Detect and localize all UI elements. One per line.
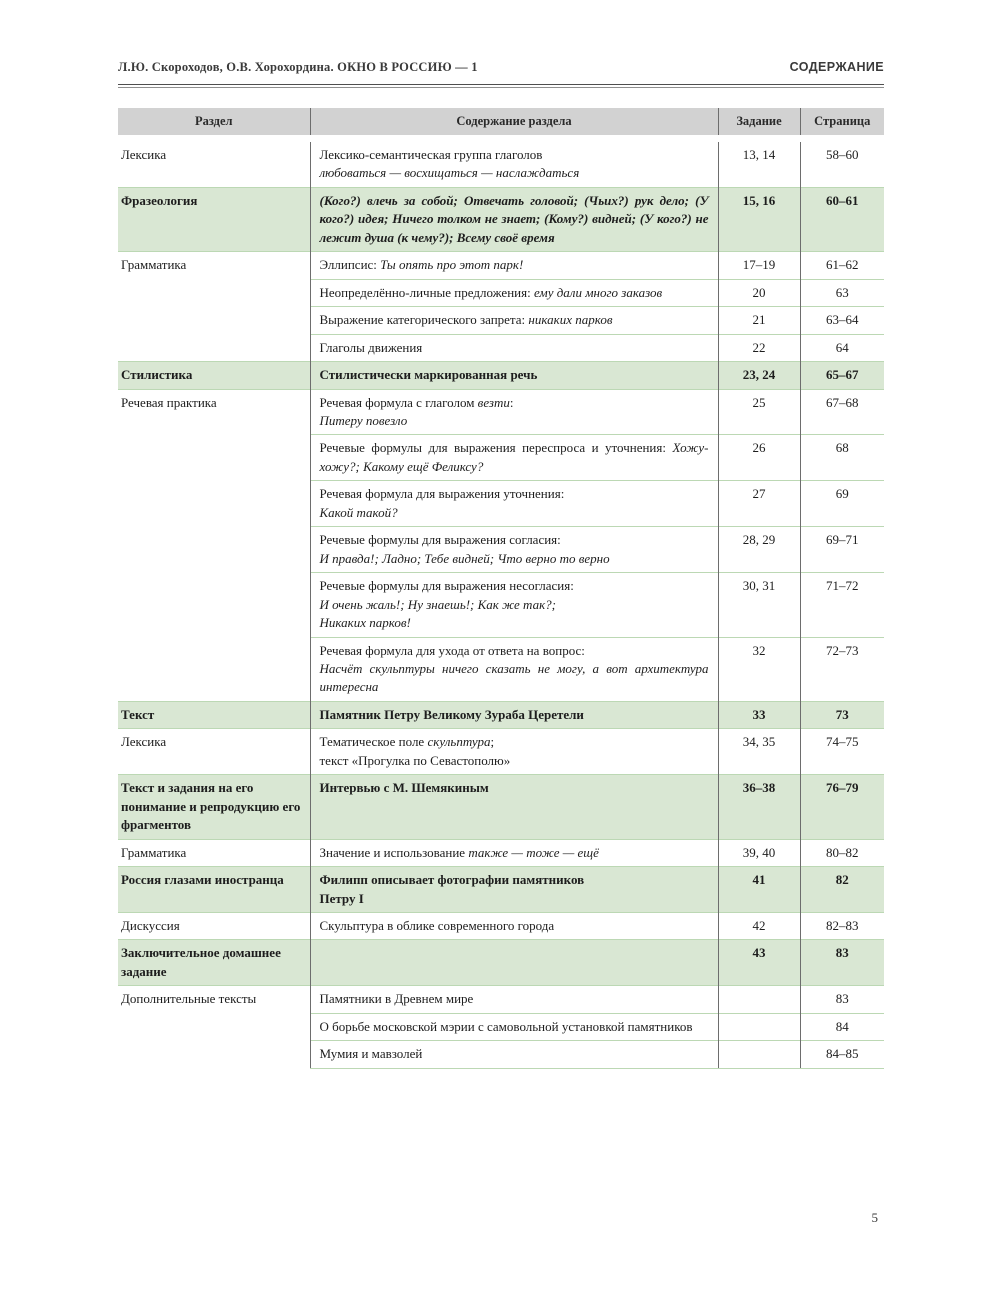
content-cell bbox=[310, 1041, 718, 1068]
content-text: Памятник Петру Великому Зураба Церетели bbox=[319, 706, 584, 722]
content-text: Памятники в Древнем мире bbox=[319, 991, 474, 1007]
content-example-text: везти bbox=[477, 394, 510, 410]
task-cell bbox=[718, 1013, 800, 1040]
content-text: Мумия и мавзолей bbox=[319, 1046, 423, 1062]
task-cell: 39, 40 bbox=[718, 839, 800, 866]
table-row bbox=[118, 775, 884, 839]
page-cell: 63 bbox=[800, 279, 884, 306]
content-sheet bbox=[118, 60, 884, 1069]
column-header-content: Содержание раздела bbox=[310, 108, 718, 139]
section-cell: Текст bbox=[118, 701, 310, 728]
content-text: Речевые формулы для выражения несогласия: bbox=[319, 578, 574, 594]
content-text: ; bbox=[490, 734, 495, 750]
table-row bbox=[118, 187, 884, 251]
task-cell: 30, 31 bbox=[718, 573, 800, 637]
column-header-section: Раздел bbox=[118, 108, 310, 139]
task-cell: 43 bbox=[718, 940, 800, 986]
page-cell: 83 bbox=[800, 986, 884, 1013]
content-example-text: (Кого?) влечь за собой; Отвечать головой; (Чьих?) рук дело; (У кого?) идея; Ничего толком не знает; (Кому?) видней; (У кого?) не лежит душа (к чему?); Всему своё время bbox=[319, 192, 709, 245]
page-cell: 61–62 bbox=[800, 252, 884, 279]
section-cell: Заключительное домашнее задание bbox=[118, 940, 310, 986]
content-example-text: любоваться — восхищаться — наслаждаться bbox=[319, 165, 580, 181]
section-cell: Лексика bbox=[121, 147, 167, 162]
content-example-text: Какой такой? bbox=[319, 504, 398, 520]
content-cell bbox=[310, 839, 718, 866]
content-cell bbox=[310, 637, 718, 701]
content-cell bbox=[310, 307, 718, 334]
content-example-text: Насчёт скульптуры ничего сказать не могу, а вот архитектура интересна bbox=[319, 660, 709, 695]
page-cell: 76–79 bbox=[800, 775, 884, 839]
content-example-text: Хожу-хожу?; Какому ещё Феликсу? bbox=[319, 440, 709, 474]
column-header-page: Страница bbox=[800, 108, 884, 139]
content-example-text: скульптура bbox=[427, 734, 491, 750]
section-cell: Грамматика bbox=[118, 252, 310, 362]
content-text: Эллипсис: bbox=[319, 257, 381, 273]
table-row bbox=[118, 701, 884, 728]
content-example-text: Никаких парков! bbox=[319, 615, 411, 631]
page-cell: 72–73 bbox=[800, 637, 884, 701]
content-text: Речевая формула с глаголом bbox=[319, 394, 478, 410]
content-text: Неопределённо-личные предложения: bbox=[319, 284, 534, 300]
content-cell bbox=[310, 775, 718, 839]
content-text: Петру I bbox=[319, 890, 364, 906]
page-cell: 73 bbox=[800, 701, 884, 728]
section-cell: Фразеология bbox=[118, 187, 310, 251]
content-text: Речевая формула для ухода от ответа на вопрос: bbox=[319, 642, 585, 658]
task-cell: 25 bbox=[718, 389, 800, 435]
content-cell bbox=[310, 139, 718, 188]
task-cell: 21 bbox=[718, 307, 800, 334]
content-example-text: также — тоже — ещё bbox=[468, 844, 599, 860]
page-cell: 63–64 bbox=[800, 307, 884, 334]
content-cell bbox=[310, 362, 718, 389]
table-row bbox=[118, 839, 884, 866]
content-text: Филипп описывает фотографии памятников bbox=[319, 872, 585, 888]
task-cell: 36–38 bbox=[718, 775, 800, 839]
content-cell bbox=[310, 252, 718, 279]
table-header-row bbox=[118, 108, 884, 139]
task-cell: 26 bbox=[718, 435, 800, 481]
task-cell: 42 bbox=[718, 912, 800, 939]
content-cell bbox=[310, 1013, 718, 1040]
content-example-text: И очень жаль!; Ну знаешь!; Как же так?; bbox=[319, 596, 557, 612]
content-cell bbox=[310, 940, 718, 986]
content-text: текст «Прогулка по Севастополю» bbox=[319, 752, 511, 768]
content-text: Значение и использование bbox=[319, 844, 469, 860]
content-cell bbox=[310, 279, 718, 306]
content-cell bbox=[310, 481, 718, 527]
content-text: Речевые формулы для выражения согласия: bbox=[319, 532, 561, 548]
content-text: Лексико-семантическая группа глаголов bbox=[319, 147, 543, 162]
content-example-text: Ты опять про этот парк! bbox=[380, 257, 524, 273]
content-text: Выражение категорического запрета: bbox=[319, 312, 529, 328]
content-text: Речевые формулы для выражения переспроса и уточнения: bbox=[319, 440, 673, 456]
page-number: 5 bbox=[871, 1210, 878, 1225]
page-cell: 69 bbox=[800, 481, 884, 527]
table-row bbox=[118, 389, 884, 435]
contents-table bbox=[118, 108, 884, 1069]
content-cell bbox=[310, 187, 718, 251]
page-cell: 60–61 bbox=[800, 187, 884, 251]
page-cell: 68 bbox=[800, 435, 884, 481]
page-cell: 64 bbox=[800, 334, 884, 361]
table-body bbox=[118, 139, 884, 1069]
content-text: Скульптура в облике современного города bbox=[319, 917, 555, 933]
page-header bbox=[118, 60, 884, 84]
table-row bbox=[118, 940, 884, 986]
table-row bbox=[118, 912, 884, 939]
content-cell bbox=[310, 729, 718, 775]
page-cell: 84 bbox=[800, 1013, 884, 1040]
content-cell bbox=[310, 701, 718, 728]
task-cell bbox=[718, 986, 800, 1013]
section-cell: Речевая практика bbox=[118, 389, 310, 701]
page-cell: 58–60 bbox=[800, 139, 884, 188]
content-text: Интервью с М. Шемякиным bbox=[319, 780, 489, 796]
section-cell: Стилистика bbox=[118, 362, 310, 389]
task-cell: 32 bbox=[718, 637, 800, 701]
content-text: Тематическое поле bbox=[319, 734, 428, 750]
header-rule bbox=[118, 84, 884, 88]
task-cell: 13, 14 bbox=[718, 139, 800, 188]
content-cell bbox=[310, 986, 718, 1013]
task-cell: 34, 35 bbox=[718, 729, 800, 775]
content-cell bbox=[310, 334, 718, 361]
task-cell: 27 bbox=[718, 481, 800, 527]
task-cell: 22 bbox=[718, 334, 800, 361]
task-cell bbox=[718, 1041, 800, 1068]
page-cell: 83 bbox=[800, 940, 884, 986]
page-cell: 71–72 bbox=[800, 573, 884, 637]
table-row bbox=[118, 362, 884, 389]
section-cell: Лексика bbox=[118, 729, 310, 775]
table-row bbox=[118, 986, 884, 1013]
page-cell: 80–82 bbox=[800, 839, 884, 866]
content-cell bbox=[310, 912, 718, 939]
page-cell: 65–67 bbox=[800, 362, 884, 389]
column-header-task: Задание bbox=[718, 108, 800, 139]
section-cell: Дополнительные тексты bbox=[118, 986, 310, 1068]
content-cell bbox=[310, 867, 718, 913]
task-cell: 28, 29 bbox=[718, 527, 800, 573]
content-cell bbox=[310, 527, 718, 573]
page-cell: 74–75 bbox=[800, 729, 884, 775]
table-row bbox=[118, 729, 884, 775]
content-example-text: Питеру повезло bbox=[319, 412, 408, 428]
section-cell: Текст и задания на его понимание и репродукцию его фрагментов bbox=[118, 775, 310, 839]
table-row bbox=[118, 139, 884, 188]
content-cell bbox=[310, 435, 718, 481]
task-cell: 15, 16 bbox=[718, 187, 800, 251]
content-example-text: ему дали много заказов bbox=[533, 284, 663, 300]
contents-label: СОДЕРЖАНИЕ bbox=[789, 60, 884, 74]
task-cell: 33 bbox=[718, 701, 800, 728]
task-cell: 23, 24 bbox=[718, 362, 800, 389]
section-cell: Дискуссия bbox=[118, 912, 310, 939]
page-cell: 82 bbox=[800, 867, 884, 913]
table-row bbox=[118, 252, 884, 279]
content-text: Стилистически маркированная речь bbox=[319, 367, 538, 383]
content-cell bbox=[310, 389, 718, 435]
content-text: Глаголы движения bbox=[319, 339, 423, 355]
section-cell: Грамматика bbox=[118, 839, 310, 866]
book-title: Л.Ю. Скороходов, О.В. Хорохордина. ОКНО В РОССИЮ — 1 bbox=[118, 60, 478, 74]
content-text: Речевая формула для выражения уточнения: bbox=[319, 486, 565, 502]
content-example-text: никаких парков bbox=[528, 312, 613, 328]
page-cell: 84–85 bbox=[800, 1041, 884, 1068]
page-cell: 67–68 bbox=[800, 389, 884, 435]
content-text: О борьбе московской мэрии с самовольной установкой памятников bbox=[319, 1018, 693, 1034]
content-example-text: И правда!; Ладно; Тебе видней; Что верно то верно bbox=[319, 550, 610, 566]
task-cell: 17–19 bbox=[718, 252, 800, 279]
table-header bbox=[118, 108, 884, 139]
content-text: : bbox=[509, 394, 514, 410]
page-cell: 82–83 bbox=[800, 912, 884, 939]
task-cell: 20 bbox=[718, 279, 800, 306]
content-cell bbox=[310, 573, 718, 637]
section-cell: Россия глазами иностранца bbox=[118, 867, 310, 913]
table-row bbox=[118, 867, 884, 913]
page-cell: 69–71 bbox=[800, 527, 884, 573]
task-cell: 41 bbox=[718, 867, 800, 913]
